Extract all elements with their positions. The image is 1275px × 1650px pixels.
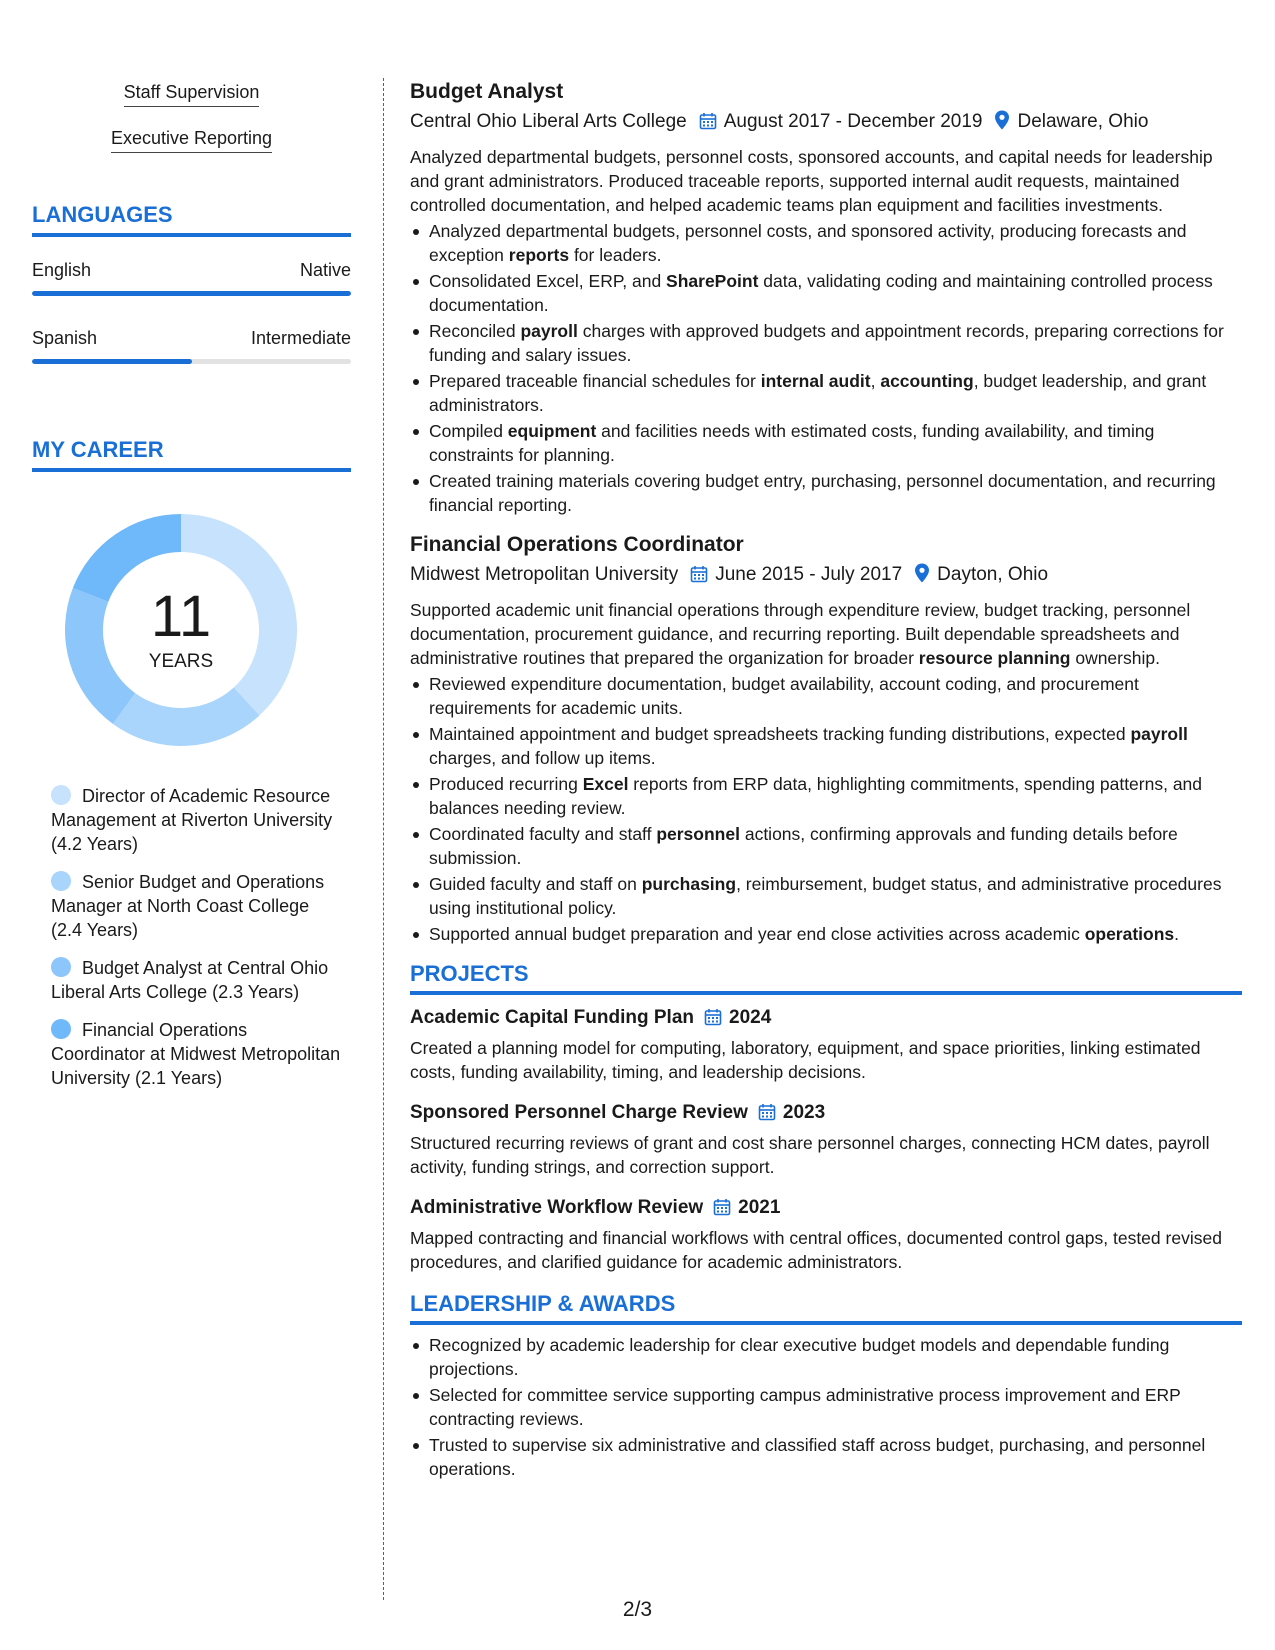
bullet-item: Coordinated faculty and staff personnel actions, confirming approvals and funding details before submission. — [410, 822, 1242, 870]
award-item: Recognized by academic leadership for clear executive budget models and dependable funding projections. — [410, 1333, 1242, 1381]
language-name: English — [32, 260, 92, 280]
bullet-item: Guided faculty and staff on purchasing, reimbursement, budget status, and administrative procedures using institutional policy. — [410, 872, 1242, 920]
projects-heading: PROJECTS — [410, 960, 1242, 995]
project-title: Academic Capital Funding Plan — [410, 1007, 694, 1028]
languages-section — [32, 201, 351, 364]
calendar-icon — [758, 1103, 776, 1129]
career-legend-item — [51, 784, 343, 856]
awards-heading: LEADERSHIP & AWARDS — [410, 1290, 1242, 1325]
job-location: Delaware, Ohio — [1017, 111, 1149, 132]
legend-dot-icon — [51, 785, 71, 805]
skill-tag — [32, 80, 351, 107]
project-description: Created a planning model for computing, laboratory, equipment, and space priorities, linking estimated costs, funding availability, timing, and leadership decisions. — [410, 1038, 1201, 1082]
language-proficiency-bar — [32, 291, 351, 296]
award-item: Selected for committee service supporting campus administrative process improvement and ERP contracting reviews. — [410, 1383, 1242, 1431]
project-entry — [410, 1195, 1242, 1274]
career-legend-label: Director of Academic Resource Management at Riverton University (4.2 Years) — [51, 786, 333, 854]
calendar-icon — [704, 1008, 722, 1034]
awards-section — [410, 1290, 1242, 1481]
legend-dot-icon — [51, 1019, 71, 1039]
project-year: 2023 — [782, 1102, 826, 1123]
job-bullets — [410, 219, 1242, 517]
bullet-item: Reconciled payroll charges with approved budgets and appointment records, preparing corrections for funding and salary issues. — [410, 319, 1242, 367]
skill-tag — [32, 126, 351, 153]
career-legend-label: Senior Budget and Operations Manager at North Coast College (2.4 Years) — [51, 872, 325, 940]
bullet-item: Prepared traceable financial schedules for internal audit, accounting, budget leadership, and grant administrators. — [410, 369, 1242, 417]
job-title: Financial Operations Coordinator — [410, 533, 744, 556]
project-year: 2024 — [729, 1007, 772, 1028]
column-divider — [383, 78, 384, 1600]
bullet-item: Analyzed departmental budgets, personnel costs, and sponsored activity, producing forecasts and exception reports for leaders. — [410, 219, 1242, 267]
award-item: Trusted to supervise six administrative and classified staff across budget, purchasing, and personnel operations. — [410, 1433, 1242, 1481]
job-title: Budget Analyst — [410, 80, 564, 103]
awards-list — [410, 1333, 1242, 1481]
project-entry — [410, 1005, 1242, 1084]
bullet-item: Compiled equipment and facilities needs with estimated costs, funding availability, and timing constraints for planning. — [410, 419, 1242, 467]
experience-entry — [410, 531, 1242, 946]
job-dates: June 2015 - July 2017 — [715, 564, 903, 585]
language-name: Spanish — [32, 328, 98, 348]
career-legend — [32, 784, 351, 1090]
skill-label: Executive Reporting — [111, 126, 272, 153]
calendar-icon — [699, 111, 717, 139]
legend-dot-icon — [51, 871, 71, 891]
job-description: Supported academic unit financial operations through expenditure review, budget tracking, personnel documentation, procurement guidance, and recurring reporting. Built dependable spreadsheets and administrative routines that prepared the organization for broader resource planning ownership. — [410, 600, 1191, 668]
bullet-item: Maintained appointment and budget spreadsheets tracking funding distributions, expected payroll charges, and follow up items. — [410, 722, 1242, 770]
career-heading: MY CAREER — [32, 436, 351, 472]
page-number: 2/3 — [622, 1598, 653, 1621]
career-legend-item — [51, 1018, 343, 1090]
bullet-item: Produced recurring Excel reports from ERP data, highlighting commitments, spending patterns, and balances needing review. — [410, 772, 1242, 820]
career-donut-chart — [65, 514, 297, 746]
job-meta — [410, 561, 1242, 592]
skill-label: Staff Supervision — [124, 80, 260, 107]
job-company: Central Ohio Liberal Arts College — [410, 111, 687, 132]
language-item — [32, 258, 351, 296]
job-bullets — [410, 672, 1242, 946]
language-item — [32, 326, 351, 364]
bullet-item: Reviewed expenditure documentation, budget availability, account coding, and procurement requirements for academic units. — [410, 672, 1242, 720]
career-legend-item — [51, 956, 343, 1004]
job-description: Analyzed departmental budgets, personnel costs, sponsored accounts, and capital needs for leadership and grant administrators. Produced traceable reports, supported internal audit requests, maintained controlled documentation, and helped academic teams plan equipment and facilities investments. — [410, 147, 1213, 215]
bullet-item: Supported annual budget preparation and year end close activities across academic operations. — [410, 922, 1242, 946]
language-level: Native — [299, 260, 351, 280]
skills-list — [32, 80, 351, 153]
project-description: Mapped contracting and financial workflows with central offices, documented control gaps, tested revised procedures, and clarified guidance for academic administrators. — [410, 1228, 1222, 1272]
language-proficiency-bar — [32, 359, 351, 364]
bullet-item: Created training materials covering budget entry, purchasing, personnel documentation, and recurring financial reporting. — [410, 469, 1242, 517]
career-legend-label: Budget Analyst at Central Ohio Liberal Arts College (2.3 Years) — [51, 958, 329, 1002]
projects-section — [410, 960, 1242, 1274]
experience-entry — [410, 78, 1242, 517]
career-total-number: 11 — [150, 584, 212, 649]
career-total-unit: YEARS — [148, 651, 214, 672]
project-title: Sponsored Personnel Charge Review — [410, 1102, 748, 1123]
career-legend-item — [51, 870, 343, 942]
career-section — [32, 436, 351, 1090]
legend-dot-icon — [51, 957, 71, 977]
languages-heading: LANGUAGES — [32, 201, 351, 237]
location-pin-icon — [914, 563, 930, 592]
job-location: Dayton, Ohio — [937, 564, 1049, 585]
sidebar — [32, 80, 351, 1104]
project-entry — [410, 1100, 1242, 1179]
job-company: Midwest Metropolitan University — [410, 564, 679, 585]
career-legend-label: Financial Operations Coordinator at Midwest Metropolitan University (2.1 Years) — [51, 1020, 341, 1088]
project-year: 2021 — [738, 1197, 781, 1218]
language-proficiency-fill — [32, 359, 192, 364]
job-meta — [410, 108, 1242, 139]
project-description: Structured recurring reviews of grant and cost share personnel charges, connecting HCM dates, payroll activity, funding strings, and correction support. — [410, 1133, 1210, 1177]
calendar-icon — [713, 1198, 731, 1224]
main-column — [410, 78, 1242, 1481]
location-pin-icon — [994, 110, 1010, 139]
language-level: Intermediate — [250, 328, 351, 348]
job-dates: August 2017 - December 2019 — [723, 111, 983, 132]
project-title: Administrative Workflow Review — [410, 1197, 704, 1218]
calendar-icon — [690, 564, 708, 592]
bullet-item: Consolidated Excel, ERP, and SharePoint data, validating coding and maintaining controlled process documentation. — [410, 269, 1242, 317]
language-proficiency-fill — [32, 291, 351, 296]
